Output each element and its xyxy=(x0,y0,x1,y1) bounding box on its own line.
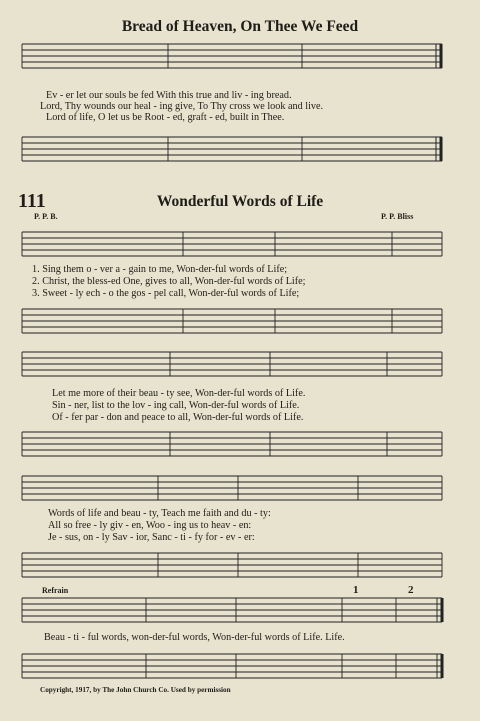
treble-staff-hymn1 xyxy=(0,40,480,70)
first-ending-number: 1 xyxy=(353,584,359,596)
music-credit: P. P. Bliss xyxy=(381,212,414,221)
treble-staff xyxy=(0,472,480,502)
words-credit: P. P. B. xyxy=(34,212,58,221)
hymn-number: 111 xyxy=(18,190,46,212)
lyric-line: Words of life and beau - ty, Teach me faith and du - ty: xyxy=(48,508,271,519)
treble-staff xyxy=(0,594,480,624)
bass-staff xyxy=(0,549,480,579)
bass-staff xyxy=(0,650,480,680)
lyric-line: Beau - ti - ful words, won-der-ful words, Won-der-ful words of Life. Life. xyxy=(44,632,345,643)
lyric-line: Of - fer par - don and peace to all, Won-der-ful words of Life. xyxy=(52,412,304,423)
lyric-line: Sin - ner, list to the lov - ing call, Won-der-ful words of Life. xyxy=(52,400,300,411)
lyric-line: Ev - er let our souls be fed With this true and liv - ing bread. xyxy=(46,90,292,101)
lyric-line: Lord of life, O let us be Root - ed, graft - ed, built in Thee. xyxy=(46,112,285,123)
copyright-notice: Copyright, 1917, by The John Church Co. Used by permission xyxy=(40,686,231,694)
lyric-line: Let me more of their beau - ty see, Won-der-ful words of Life. xyxy=(52,388,306,399)
lyric-line: 3. Sweet - ly ech - o the gos - pel call, Won-der-ful words of Life; xyxy=(32,288,300,299)
bass-staff xyxy=(0,305,480,335)
second-ending-number: 2 xyxy=(408,584,414,596)
treble-staff xyxy=(0,228,480,258)
refrain-label: Refrain xyxy=(42,586,69,595)
lyric-line: Je - sus, on - ly Sav - ior, Sanc - ti - fy for - ev - er: xyxy=(48,532,255,543)
hymn-title-wonderful-words: Wonderful Words of Life xyxy=(156,193,324,210)
hymn-title-bread-of-heaven: Bread of Heaven, On Thee We Feed xyxy=(121,18,359,35)
lyric-line: All so free - ly giv - en, Woo - ing us to heav - en: xyxy=(48,520,252,531)
bass-staff xyxy=(0,428,480,458)
bass-staff-hymn1 xyxy=(0,133,480,163)
lyric-line: 1. Sing them o - ver a - gain to me, Won-der-ful words of Life; xyxy=(32,264,288,275)
lyric-line: Lord, Thy wounds our heal - ing give, To Thy cross we look and live. xyxy=(40,101,324,112)
lyric-line: 2. Christ, the bless-ed One, gives to all, Won-der-ful words of Life; xyxy=(32,276,306,287)
treble-staff xyxy=(0,348,480,378)
